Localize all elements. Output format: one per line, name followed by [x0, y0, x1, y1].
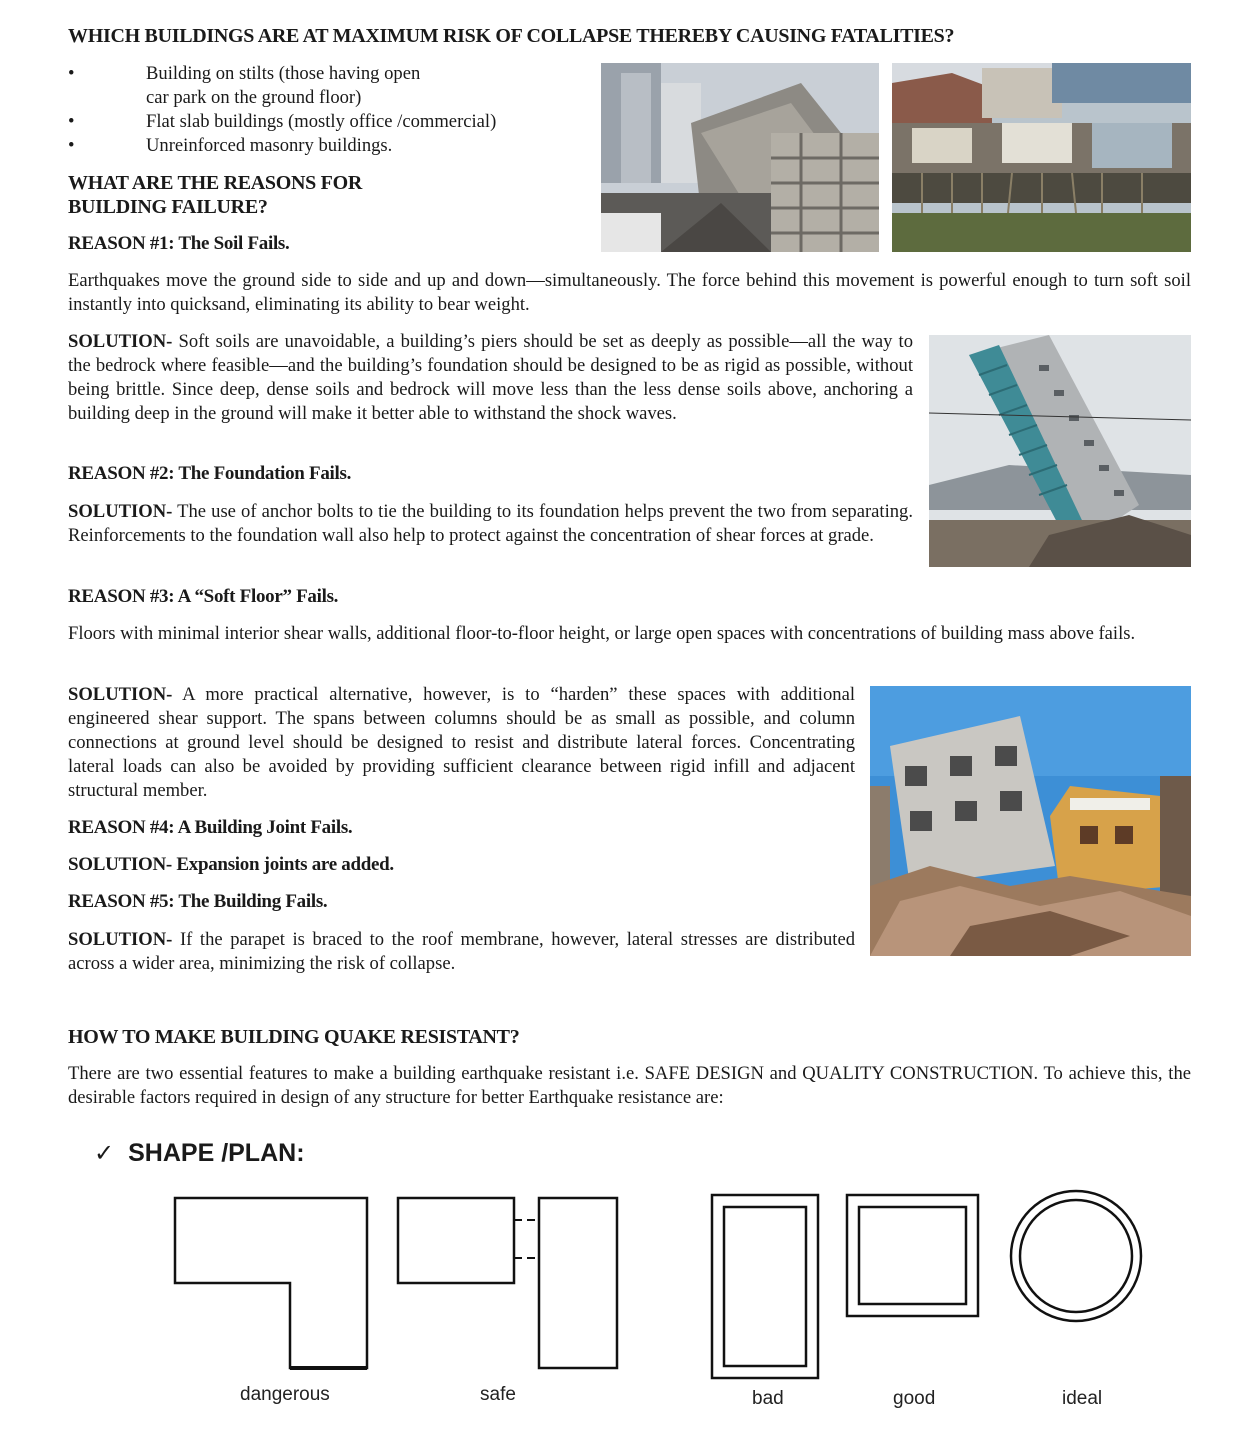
reason1-text: Earthquakes move the ground side to side and up and down—simultaneously. The force behind this movement is powerful enough to turn soft soil instantly into quicksand, eliminating its ability to bear weight.: [68, 270, 1191, 315]
collapsed-building-photo: [601, 63, 879, 252]
solution-label: SOLUTION-: [68, 684, 173, 705]
l-shape-plan: [175, 1198, 367, 1368]
solution2-text: The use of anchor bolts to tie the building to its foundation helps prevent the two from separating. Reinforcements to the foundation wall also help to protect against the concentration of shear forces at grade.: [68, 501, 913, 546]
good-square-inner: [859, 1207, 966, 1304]
reason4-title: REASON #4: A Building Joint Fails.: [68, 817, 353, 838]
reasons-heading-line2: BUILDING FAILURE?: [68, 196, 268, 218]
solution1-text: Soft soils are unavoidable, a building’s piers should be set as deeply as possible—all the way to the bedrock where feasible—and the building’s foundation should be designed to be as rigid as possible, without being brittle. Since deep, dense soils and bedrock will move less than the less dense soils above, anchoring a building deep in the ground will make it better able to withstand the shock waves.: [68, 331, 913, 424]
tilted-tower-photo: [929, 335, 1191, 567]
solution-label: SOLUTION-: [68, 929, 173, 950]
good-square-outer: [847, 1195, 978, 1316]
shape-plan-diagram: [0, 1180, 1256, 1380]
caption-ideal: ideal: [1062, 1388, 1103, 1409]
bullet-text: Flat slab buildings (mostly office /commercial): [146, 111, 497, 132]
bullet-text: car park on the ground floor): [146, 87, 362, 108]
bullet-glyph: •: [68, 111, 75, 132]
safe-block-right: [539, 1198, 617, 1368]
bullet-text: Building on stilts (those having open: [146, 63, 421, 84]
solution5-text: If the parapet is braced to the roof membrane, however, lateral stresses are distributed across a wider area, minimizing the risk of collapse.: [68, 929, 855, 974]
solution1-paragraph: [68, 330, 913, 426]
bullet-glyph: •: [68, 135, 75, 156]
quake-resistant-heading: HOW TO MAKE BUILDING QUAKE RESISTANT?: [68, 1026, 520, 1048]
caption-bad: bad: [752, 1388, 784, 1409]
solution3-text: A more practical alternative, however, is to “harden” these spaces with additional engineered shear support. The spans between columns should be as small as possible, and column connections at ground level should be designed to resist and distribute lateral forces. Concentrating lateral loads can also be avoided by providing sufficient clearance between rigid infill and adjacent structural member.: [68, 684, 855, 801]
risk-heading: WHICH BUILDINGS ARE AT MAXIMUM RISK OF COLLAPSE THEREBY CAUSING FATALITIES?: [68, 25, 955, 47]
caption-dangerous: dangerous: [240, 1384, 330, 1405]
collapsed-houses-photo: [870, 686, 1191, 956]
reasons-heading: [68, 171, 362, 219]
reason1-title: REASON #1: The Soil Fails.: [68, 233, 290, 254]
reason5-title: REASON #5: The Building Fails.: [68, 891, 328, 912]
list-item: [68, 62, 588, 110]
solution-label: SOLUTION-: [68, 501, 173, 522]
check-icon: ✓: [94, 1139, 115, 1167]
reason2-title: REASON #2: The Foundation Fails.: [68, 463, 352, 484]
bullet-glyph: •: [68, 63, 75, 84]
safe-block-left: [398, 1198, 514, 1283]
ideal-circle-inner: [1020, 1200, 1132, 1312]
shape-plan-heading: [94, 1139, 305, 1168]
reasons-heading-line1: WHAT ARE THE REASONS FOR: [68, 172, 362, 194]
shape-plan-title: SHAPE /PLAN:: [128, 1139, 305, 1167]
list-item: [68, 134, 588, 158]
solution5-paragraph: [68, 928, 855, 976]
reason3-text: Floors with minimal interior shear walls, additional floor-to-floor height, or large open spaces with concentrations of building mass above fails.: [68, 623, 1136, 644]
caption-good: good: [893, 1388, 936, 1409]
bad-rectangle-outer: [712, 1195, 818, 1378]
solution-label: SOLUTION-: [68, 331, 173, 352]
bullet-text: Unreinforced masonry buildings.: [146, 135, 393, 156]
ideal-circle-outer: [1011, 1191, 1141, 1321]
solution4-text: SOLUTION- Expansion joints are added.: [68, 854, 394, 875]
solution2-paragraph: [68, 500, 913, 548]
list-item: [68, 110, 588, 134]
stilt-houses-photo: [892, 63, 1191, 252]
quake-resistant-text: There are two essential features to make a building earthquake resistant i.e. SAFE DESIGN and QUALITY CONSTRUCTION. To achieve this, the desirable factors required in design of any structure for better Earthquake resistance are:: [68, 1063, 1191, 1108]
risk-bullet-list: [68, 62, 588, 158]
caption-safe: safe: [480, 1384, 516, 1405]
solution3-paragraph: [68, 683, 855, 803]
bad-rectangle-inner: [724, 1207, 806, 1366]
reason3-title: REASON #3: A “Soft Floor” Fails.: [68, 586, 339, 607]
